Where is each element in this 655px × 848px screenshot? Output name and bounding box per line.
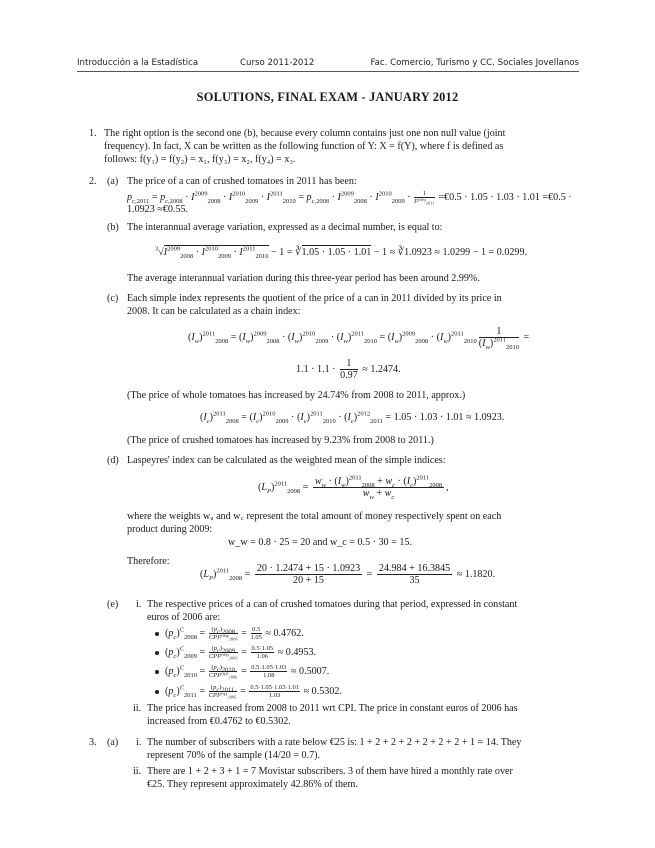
- q2d-therefore: Therefore:: [127, 556, 170, 567]
- q2e-i-line-1: The respective prices of a can of crushed tomatoes during that period, expressed in constant: [147, 599, 518, 610]
- q1-number: 1.: [89, 128, 97, 139]
- running-header: [77, 57, 579, 72]
- q2b-equation: $^3√I^{2009}_{2008} \cdot I^{2010}_{2009} \cdot I^{2011}_{2010} - 1$ = ∛1.05 · 1.05 · 1.01 − 1 ≈ ∛1.0923 ≈ 1.0299 − 1 = 0.0299.: [155, 245, 528, 261]
- q2c-chain-equation: $(I_w)^{2011}_{2008} = (I_w)^{2009}_{2008} \cdot (I_w)^{2010}_{2009} \cdot (I_w)^{2011}_{2010} = (I_w)^{2009}_{2008} \cdot (I_w)^{2011}_{2010}$ $\frac{1}{(I_w)^{2011}_{2010}}$ =: [188, 326, 530, 352]
- bullet-icon: [155, 670, 159, 674]
- q1-line-1: The right option is the second one (b), because every column contains just one non null value (joint: [104, 128, 506, 139]
- q2-number: 2.: [89, 176, 97, 187]
- q2d-line-3: product during 2009:: [127, 524, 213, 535]
- q2b-line-1: The interannual average variation, expressed as a decimal number, is equal to:: [127, 222, 443, 233]
- q2b-equation-radicand: 1.05 · 1.05 · 1.01: [301, 247, 372, 258]
- q2e-bullet-2010: $(p_c)^C_{2010}$ = $(p_c)_{2010}$ CPI²⁰¹⁰₂₀₀₆ = $\frac{0.5\cdot 1.05\cdot 1.03}{1.08}$ ≈ 0.5007.: [155, 664, 329, 679]
- q3a-ii-label: ii.: [133, 766, 142, 777]
- q1-line-3: follows: f(y₁) = f(y₂) = x₁, f(y₃) = x₂, f(y₄) = x₃.: [104, 154, 296, 165]
- q3a-i-label: i.: [136, 737, 142, 748]
- q2e-label: (e): [107, 599, 119, 610]
- q2c-line-2: 2008. It can be calculated as a chain index:: [127, 306, 301, 317]
- bullet-icon: [155, 651, 159, 655]
- q2d-label: (d): [107, 455, 119, 466]
- q2a-equation: $p_{c,2011} = p_{c,2008} \cdot I^{2009}_{2008} \cdot I^{2010}_{2009} \cdot I^{2011}_{2010} = p_{c,2008} \cdot I^{2009}_{2008} \cdot I^{2010}_{2009}$ · $\frac{1}{\text{I²⁰⁰⁹₂₀₁₁}}$ =€0.5 · 1.05 · 1.03 · 1.01 =€0.5 ·: [127, 190, 572, 205]
- q2d-line-1: Laspeyres' index can be calculated as the weighted mean of the simple indices:: [127, 455, 446, 466]
- q2e-ii-line-2: increased from €0.4762 to €0.5302.: [147, 716, 291, 727]
- q2c-label: (c): [107, 293, 119, 304]
- q2e-ii-line-1: The price has increased from 2008 to 2011 wrt CPI. The price in constant euros of 2006 has: [147, 703, 518, 714]
- q2e-i-line-2: euros of 2006 are:: [147, 612, 221, 623]
- bullet-icon: [155, 690, 159, 694]
- q2c-result-equation: 1.1 · 1.1 · $\frac{1}{0.97}$ ≈ 1.2474.: [296, 358, 401, 381]
- q3a-ii-line-2: €25. They represent approximately 42.86% of them.: [147, 779, 358, 790]
- q2b-line-2: The average interannual variation during this three-year period has been around 2.99%.: [127, 273, 480, 284]
- q3a-ii-line-1: There are 1 + 2 + 3 + 1 = 7 Movistar subscribers. 3 of them have hired a monthly rate over: [147, 766, 513, 777]
- q2e-bullet-2011: $(p_c)^C_{2011}$ = $(p_c)_{2011}$ CPI²⁰¹¹₂₀₀₆ = $\frac{0.5\cdot 1.05\cdot 1.03\cdot 1.01}{1.03}$ ≈ 0.5302.: [155, 684, 342, 699]
- q2d-laspeyres-formula: $(L_P)^{2011}_{2008}$ = $\frac{w_w \cdot (I_w)^{2011}_{2008} + w_c \cdot (I_c)^{2011}_{2008}}{w_w + w_c}$ ,: [258, 474, 449, 502]
- q2e-i-label: i.: [136, 599, 142, 610]
- q2c-note-2: (The price of crushed tomatoes has increased by 9.23% from 2008 to 2011.): [127, 435, 434, 446]
- q2a-equation-tail: =€0.5 · 1.05 · 1.03 · 1.01 =€0.5 ·: [438, 191, 572, 203]
- q2e-bullet-2008: $(p_c)^C_{2008}$ = $(p_c)_{2008}$ CPI²⁰⁰⁸₂₀₀₆ = $\frac{0.5}{1.05}$ ≈ 0.4762.: [155, 626, 304, 641]
- q3a-i-line-1: The number of subscribers with a rate below €25 is: 1 + 2 + 2 + 2 + 2 + 2 + 2 + 1 = 14. They: [147, 737, 522, 748]
- page-title: SOLUTIONS, FINAL EXAM - JANUARY 2012: [196, 90, 459, 104]
- q3a-label: (a): [107, 737, 119, 748]
- q1-line-2: frequency). In fact, X can be written as the following function of Y: X = f(Y), where f is defined as: [104, 141, 504, 152]
- bullet-icon: [155, 632, 159, 636]
- q2e-ii-label: ii.: [133, 703, 142, 714]
- header-faculty: Fac. Comercio, Turismo y CC. Sociales Jovellanos: [370, 58, 579, 68]
- q2d-result-equation: $(L_P)^{2011}_{2008}$ = $\frac{20 \cdot 1.2474 + 15 \cdot 1.0923}{20 + 15}$ = $\frac{24.984 + 16.3845}{35}$ ≈ 1.1820.: [200, 563, 496, 586]
- q2d-weights: w_w = 0.8 · 25 = 20 and w_c = 0.5 · 30 = 15.: [228, 537, 412, 548]
- q2d-line-2: where the weights wᵤ and w꜀ represent the total amount of money respectively spent on each: [127, 511, 502, 522]
- q2b-equation-tail: − 1 ≈ ∛1.0923 ≈ 1.0299 − 1 = 0.0299.: [373, 247, 528, 258]
- q2b-label: (b): [107, 222, 119, 233]
- q2e-bullet-2009: $(p_c)^C_{2009}$ = $(p_c)_{2009}$ CPI²⁰⁰⁹₂₀₀₆ = $\frac{0.5\cdot 1.05}{1.06}$ ≈ 0.4953.: [155, 645, 316, 660]
- q2c-line-1: Each simple index represents the quotient of the price of a can in 2011 divided by its price in: [127, 293, 502, 304]
- q2a-label: (a): [107, 176, 119, 187]
- q3a-i-line-2: represent 70% of the sample (14/20 = 0.7).: [147, 750, 321, 761]
- q2a-line-3: 1.0923 ≈€0.55.: [127, 204, 189, 215]
- q2a-line-1: The price of a can of crushed tomatoes in 2011 has been:: [127, 176, 357, 187]
- header-course: Introducción a la Estadística: [77, 58, 199, 68]
- header-year: Curso 2011-2012: [240, 58, 315, 68]
- q3-number: 3.: [89, 737, 97, 748]
- q2c-note-1: (The price of whole tomatoes has increased by 24.74% from 2008 to 2011, approx.): [127, 390, 466, 401]
- q2c-crushed-equation: $(I_c)^{2011}_{2008} = (I_c)^{2010}_{2009} \cdot (I_c)^{2011}_{2010} \cdot (I_c)^{2012}_{2011} = 1.05 \cdot 1.03 \cdot 1.01 \approx 1.0923$.: [200, 410, 505, 426]
